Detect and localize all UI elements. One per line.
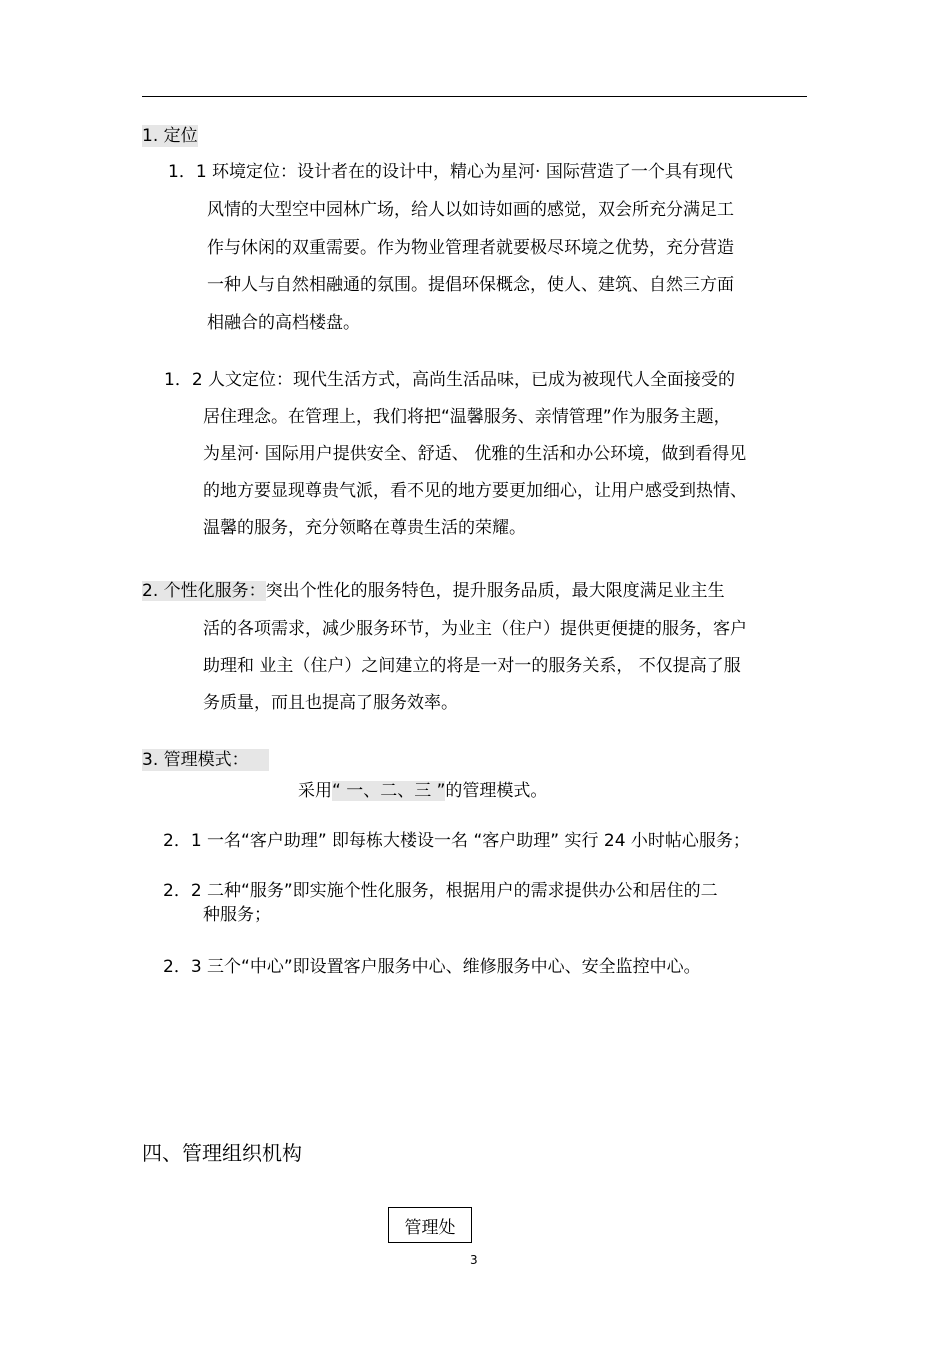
section-2-title: 个性化服务： xyxy=(163,581,266,601)
section-1-number: 1. xyxy=(142,126,159,146)
section-3-heading xyxy=(142,749,269,771)
section-3-item-1: 2．1 一名“客户助理” 即每栋大楼设一名 “客户助理” 实行 24 小时帖心服务； xyxy=(163,831,750,851)
para-1-1-line-1: 风情的大型空中园林广场，给人以如诗如画的感觉，双会所充分满足工 xyxy=(207,200,734,220)
section-3-intro-pre: 采用 xyxy=(298,781,332,801)
section-3-number: 3. xyxy=(142,750,159,770)
para-1-1-line-4: 相融合的高档楼盘。 xyxy=(207,313,360,333)
org-chart-box-management-office: 管理处 xyxy=(388,1207,472,1243)
para-1-1-text-0: 环境定位：设计者在的设计中，精心为星河· 国际营造了一个具有现代 xyxy=(212,162,733,182)
para-1-2-prefix: 1．2 xyxy=(164,370,209,390)
section-4-title: 四、管理组织机构 xyxy=(142,1141,302,1165)
section-2-line-3: 务质量，而且也提高了服务效率。 xyxy=(203,693,458,713)
section-3-item-2: 2．2 二种“服务”即实施个性化服务，根据用户的需求提供办公和居住的二 xyxy=(163,881,718,901)
para-1-2-line-0 xyxy=(164,369,735,391)
para-1-2-line-1: 居住理念。在管理上，我们将把“温馨服务、亲情管理”作为服务主题， xyxy=(203,407,731,427)
section-2-heading xyxy=(142,581,266,601)
section-2-line-1: 活的各项需求，减少服务环节，为业主（住户）提供更便捷的服务，客户 xyxy=(203,619,747,639)
section-1-title: 定位 xyxy=(163,126,198,146)
section-3-title: 管理模式： xyxy=(163,750,249,770)
para-1-2-line-2: 为星河· 国际用户提供安全、舒适、 优雅的生活和办公环境，做到看得见 xyxy=(203,444,747,464)
para-1-1-line-0 xyxy=(168,161,733,183)
para-1-1-prefix: 1．1 xyxy=(168,162,213,182)
section-3-item-3: 2．3 三个“中心”即设置客户服务中心、维修服务中心、安全监控中心。 xyxy=(163,957,701,977)
para-1-1-line-3: 一种人与自然相融通的氛围。提倡环保概念，使人、建筑、自然三方面 xyxy=(207,275,734,295)
section-3-item-2-cont: 种服务； xyxy=(203,905,271,925)
section-1-heading xyxy=(142,125,198,147)
para-1-1-line-2: 作与休闲的双重需要。作为物业管理者就要极尽环境之优势，充分营造 xyxy=(207,238,734,258)
page-number: 3 xyxy=(470,1253,478,1267)
section-2-line-2: 助理和 业主（住户）之间建立的将是一对一的服务关系， 不仅提高了服 xyxy=(203,656,741,676)
header-rule xyxy=(142,96,807,97)
section-3-intro-post: 的管理模式。 xyxy=(445,781,548,801)
para-1-2-line-3: 的地方要显现尊贵气派，看不见的地方要更加细心，让用户感受到热情、 xyxy=(203,481,747,501)
para-1-2-text-0: 人文定位：现代生活方式，高尚生活品味，已成为被现代人全面接受的 xyxy=(208,370,736,390)
section-2-text-0: 突出个性化的服务特色，提升服务品质，最大限度满足业主生 xyxy=(265,581,725,601)
para-1-2-line-4: 温馨的服务，充分领略在尊贵生活的荣耀。 xyxy=(203,518,526,538)
section-2-number: 2. xyxy=(142,581,159,601)
section-2-line-0 xyxy=(142,580,725,602)
section-3-intro xyxy=(298,780,547,802)
section-3-intro-highlight: “ 一、二、三 ” xyxy=(332,781,446,801)
